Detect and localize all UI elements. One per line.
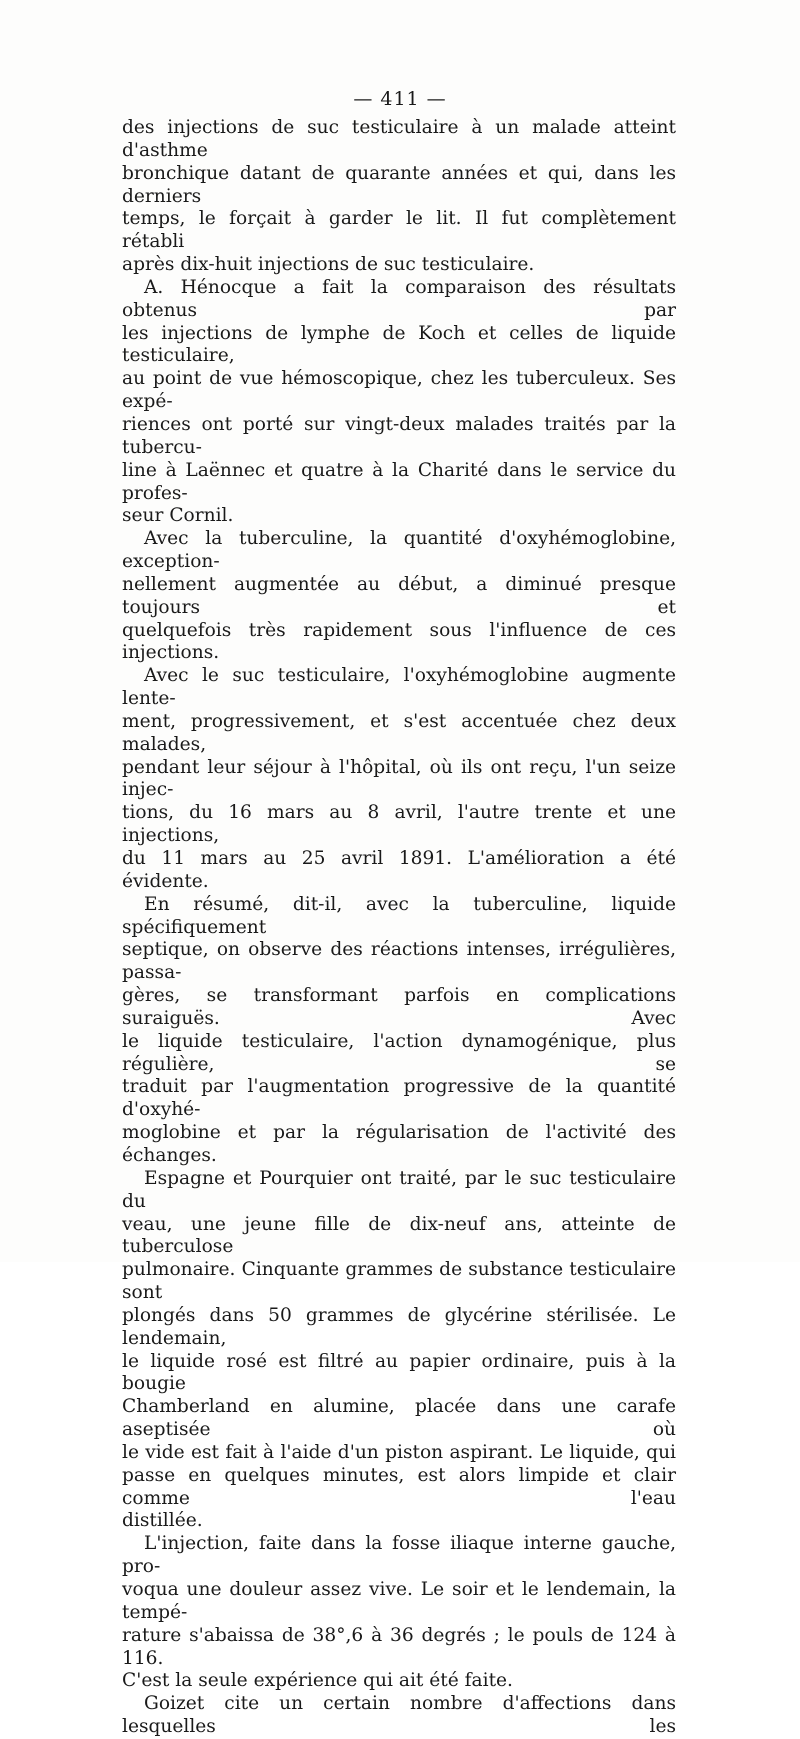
- text-line: bronchique datant de quarante années et qui, dans les derniers: [122, 162, 676, 207]
- text-line: Espagne et Pourquier ont traité, par le suc testiculaire du: [122, 1167, 676, 1212]
- text-line: Avec le suc testiculaire, l'oxyhémoglobine augmente lente-: [122, 665, 676, 710]
- text-line: Avec la tuberculine, la quantité d'oxyhémoglobine, exception-: [122, 528, 676, 573]
- text-line: temps, le forçait à garder le lit. Il fut complètement rétabli: [122, 208, 676, 253]
- text-line: des injections de suc testiculaire à un malade atteint d'asthme: [122, 117, 676, 161]
- text-line: nellement augmentée au début, a diminué presque toujours et: [122, 573, 676, 618]
- text-line: distillée.: [122, 1510, 203, 1532]
- text-line: line à Laënnec et quatre à la Charité dans le service du profes-: [122, 459, 676, 504]
- text-line: le liquide rosé est filtré au papier ordinaire, puis à la bougie: [122, 1350, 676, 1395]
- text-line: pendant leur séjour à l'hôpital, où ils ont reçu, l'un seize injec-: [122, 756, 676, 801]
- text-line: du 11 mars au 25 avril 1891. L'amélioration a été évidente.: [122, 848, 676, 892]
- text-line: plongés dans 50 grammes de glycérine stérilisée. Le lendemain,: [122, 1304, 676, 1349]
- text-line: le liquide testiculaire, l'action dynamogénique, plus régulière, se: [122, 1030, 676, 1075]
- body-text: [122, 117, 676, 1739]
- text-line: tions, du 16 mars au 8 avril, l'autre trente et une injections,: [122, 802, 676, 847]
- text-line: veau, une jeune fille de dix-neuf ans, atteinte de tuberculose: [122, 1213, 676, 1258]
- text-line: rature s'abaissa de 38°,6 à 36 degrés ; le pouls de 124 à 116.: [122, 1624, 676, 1669]
- text-line: voqua une douleur assez vive. Le soir et le lendemain, la tempé-: [122, 1579, 676, 1623]
- text-line: L'injection, faite dans la fosse iliaque interne gauche, pro-: [122, 1533, 676, 1578]
- text-line: A. Hénocque a fait la comparaison des résultats obtenus par: [122, 276, 676, 321]
- text-line: traduit par l'augmentation progressive de la quantité d'oxyhé-: [122, 1076, 676, 1121]
- text-line: passe en quelques minutes, est alors limpide et clair comme l'eau: [122, 1464, 676, 1509]
- text-line: En résumé, dit-il, avec la tuberculine, liquide spécifiquement: [122, 893, 676, 938]
- text-line: gères, se transformant parfois en complications suraiguës. Avec: [122, 985, 676, 1029]
- text-line: au point de vue hémoscopique, chez les tuberculeux. Ses expé-: [122, 368, 676, 413]
- text-line: pulmonaire. Cinquante grammes de substance testiculaire sont: [122, 1259, 676, 1304]
- text-line: quelquefois très rapidement sous l'influence de ces injections.: [122, 619, 676, 664]
- text-line: C'est la seule expérience qui ait été faite.: [122, 1670, 513, 1692]
- text-line: après dix-huit injections de suc testiculaire.: [122, 254, 535, 276]
- text-line: septique, on observe des réactions intenses, irrégulières, passa-: [122, 939, 676, 984]
- text-line: le vide est fait à l'aide d'un piston aspirant. Le liquide, qui: [122, 1441, 676, 1463]
- text-line: riences ont porté sur vingt-deux malades traités par la tubercu-: [122, 413, 676, 458]
- text-line: ment, progressivement, et s'est accentuée chez deux malades,: [122, 710, 676, 755]
- text-line: Chamberland en alumine, placée dans une carafe aseptisée où: [122, 1396, 676, 1441]
- text-line: les injections de lymphe de Koch et celles de liquide testiculaire,: [122, 322, 676, 367]
- text-line: Goizet cite un certain nombre d'affections dans lesquelles les: [122, 1693, 676, 1738]
- text-line: seur Cornil.: [122, 505, 234, 527]
- page-number: — 411 —: [353, 88, 447, 110]
- text-line: moglobine et par la régularisation de l'activité des échanges.: [122, 1122, 676, 1166]
